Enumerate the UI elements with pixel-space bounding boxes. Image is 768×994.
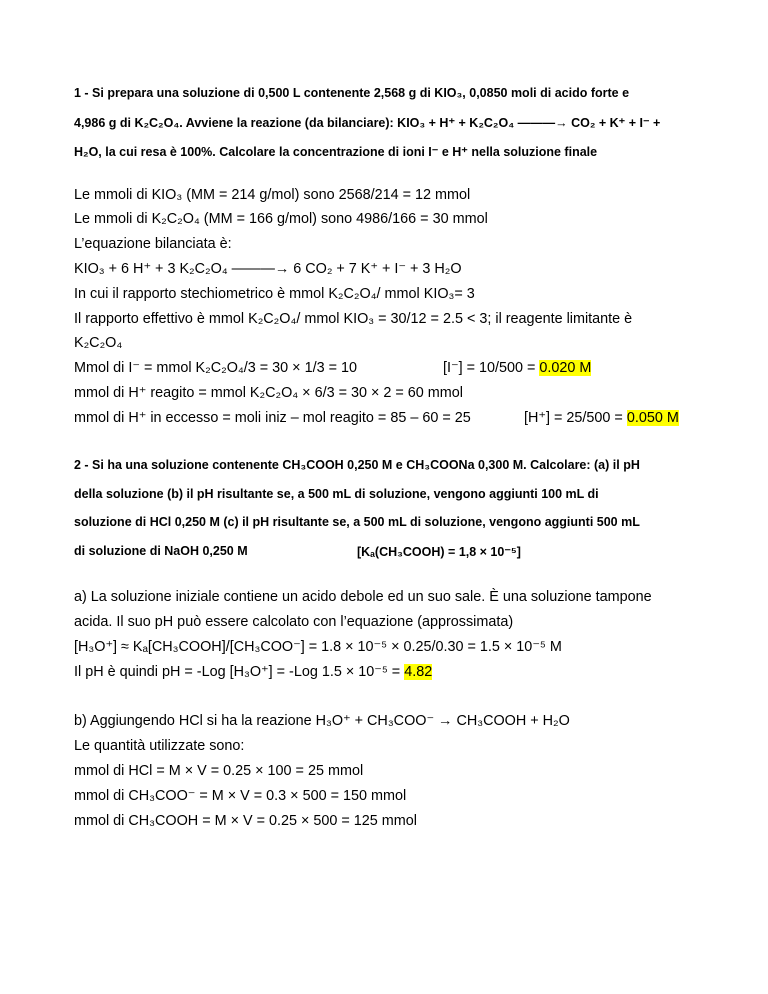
ph-result: 4.82: [404, 664, 433, 680]
problem1-heading-line: H₂O, la cui resa è 100%. Calcolare la concentrazione di ioni I⁻ e H⁺ nella soluzione finale: [74, 145, 598, 159]
problem2-heading-line: 2 - Si ha una soluzione contenente CH₃COOH 0,250 M e CH₃COONa 0,300 M. Calcolare: (a) il pH: [74, 458, 640, 472]
problem1-text-line: In cui il rapporto stechiometrico è mmol K₂C₂O₄/ mmol KIO₃= 3: [74, 286, 475, 302]
problem1-text-line: K₂C₂O₄: [74, 335, 123, 351]
h-concentration: [524, 410, 679, 426]
ph-line: [74, 664, 432, 680]
part-a-equation: [H₃O⁺] ≈ Kₐ[CH₃COOH]/[CH₃COO⁻] = 1.8 × 10⁻⁵ × 0.25/0.30 = 1.5 × 10⁻⁵ M: [74, 639, 562, 655]
iodide-concentration: [443, 360, 591, 376]
iodide-concentration-label: [I⁻] = 10/500 =: [443, 360, 540, 376]
part-a-text-line: acida. Il suo pH può essere calcolato con l’equazione (approssimata): [74, 614, 514, 630]
ka-constant: [Kₐ(CH₃COOH) = 1,8 × 10⁻⁵]: [357, 545, 521, 559]
part-b-text-line: mmol di CH₃COOH = M × V = 0.25 × 500 = 125 mmol: [74, 813, 417, 829]
problem1-text-line: Il rapporto effettivo è mmol K₂C₂O₄/ mmol KIO₃ = 30/12 = 2.5 < 3; il reagente limitante è: [74, 311, 633, 327]
iodide-mmol-line: Mmol di I⁻ = mmol K₂C₂O₄/3 = 30 × 1/3 = 10: [74, 360, 357, 376]
problem1-text-line: Le mmoli di KIO₃ (MM = 214 g/mol) sono 2568/214 = 12 mmol: [74, 187, 471, 203]
part-b-text-line: mmol di CH₃COO⁻ = M × V = 0.3 × 500 = 150 mmol: [74, 788, 407, 804]
problem1-heading-line: 1 - Si prepara una soluzione di 0,500 L contenente 2,568 g di KIO₃, 0,0850 moli di acido forte e: [74, 86, 630, 100]
problem1-heading-line: 4,986 g di K₂C₂O₄. Avviene la reazione (da bilanciare): KIO₃ + H⁺ + K₂C₂O₄ ———→ CO₂ + K⁺ + I⁻ +: [74, 116, 661, 130]
part-b-reaction: b) Aggiungendo HCl si ha la reazione H₃O⁺ + CH₃COO⁻ → CH₃COOH + H₂O: [74, 713, 570, 729]
part-a-text-line: a) La soluzione iniziale contiene un acido debole ed un suo sale. È una soluzione tampone: [74, 589, 652, 605]
h-concentration-result: 0.050 M: [626, 410, 679, 426]
iodide-concentration-result: 0.020 M: [539, 360, 592, 376]
problem2-heading-line: soluzione di HCl 0,250 M (c) il pH risultante se, a 500 mL di soluzione, vengono aggiunti 500 mL: [74, 515, 640, 529]
problem2-heading-line: della soluzione (b) il pH risultante se, a 500 mL di soluzione, vengono aggiunti 100 mL di: [74, 487, 599, 501]
part-b-text-line: Le quantità utilizzate sono:: [74, 738, 245, 754]
problem1-text-line: L’equazione bilanciata è:: [74, 236, 232, 252]
problem2-heading-line: di soluzione di NaOH 0,250 M: [74, 544, 248, 558]
problem1-balanced-equation: KIO₃ + 6 H⁺ + 3 K₂C₂O₄ ———→ 6 CO₂ + 7 K⁺ + I⁻ + 3 H₂O: [74, 261, 462, 277]
ph-label: Il pH è quindi pH = -Log [H₃O⁺] = -Log 1.5 × 10⁻⁵ =: [74, 664, 405, 680]
h-reacted-line: mmol di H⁺ reagito = mmol K₂C₂O₄ × 6/3 = 30 × 2 = 60 mmol: [74, 385, 463, 401]
h-concentration-label: [H⁺] = 25/500 =: [524, 410, 627, 426]
h-excess-line: mmol di H⁺ in eccesso = moli iniz – mol reagito = 85 – 60 = 25: [74, 410, 471, 426]
part-b-text-line: mmol di HCl = M × V = 0.25 × 100 = 25 mmol: [74, 763, 364, 779]
problem1-text-line: Le mmoli di K₂C₂O₄ (MM = 166 g/mol) sono 4986/166 = 30 mmol: [74, 211, 488, 227]
